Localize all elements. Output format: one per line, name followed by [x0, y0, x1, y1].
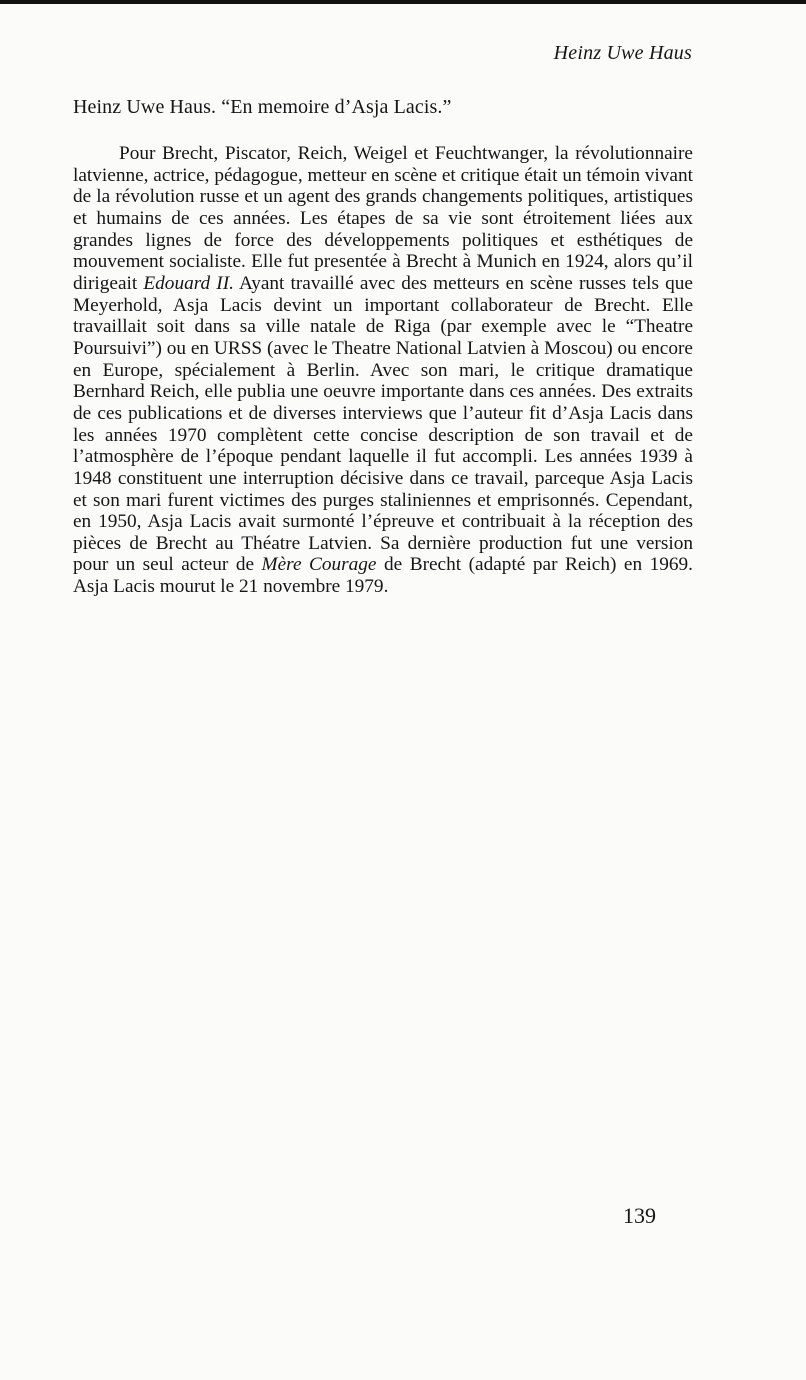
top-rule [0, 0, 806, 4]
running-head: Heinz Uwe Haus [553, 42, 692, 64]
body-paragraph [73, 143, 693, 598]
body-text-part-2: Ayant travaillé avec des metteurs en scène russes tels que Meyerhold, Asja Lacis devint un important collaborateur de Brecht. Elle travaillait soit dans sa ville natale de Riga (par exemple avec le “Theatre Poursuivi”) ou en URSS (avec le Theatre National Latvien à Moscou) ou encore en Europe, spécialement à Berlin. Avec son mari, le critique dramatique Bernhard Reich, elle publia une oeuvre importante dans ces années. Des extraits de ces publications et de diverses interviews que l’auteur fit d’Asja Lacis dans les années 1970 complètent cette concise description de son travail et de l’atmosphère de l’époque pendant laquelle il fut accompli. Les années 1939 à 1948 constituent une interruption décisive dans ce travail, parceque Asja Lacis et son mari furent victimes des purges staliniennes et emprisonnés. Cependant, en 1950, Asja Lacis avait surmonté l’épreuve et contribuait à la réception des pièces de Brecht au Théatre Latvien. Sa dernière production fut une version pour un seul acteur de [73, 272, 693, 576]
italic-title-edouard: Edouard II. [143, 272, 234, 294]
body-text-part-1: Pour Brecht, Piscator, Reich, Weigel et Feuchtwanger, la révolutionnaire latvienne, actrice, pédagogue, metteur en scène et critique était un témoin vivant de la révolution russe et un agent des grands changements politiques, artistiques et humains de ces années. Les étapes de sa vie sont étroitement liées aux grandes lignes de force des développements politiques et esthétiques de mouvement socialiste. Elle fut presentée à Brecht à Munich en 1924, alors qu’il dirigeait [73, 143, 693, 294]
italic-title-mere-courage: Mère Courage [261, 554, 377, 576]
article-title: Heinz Uwe Haus. “En memoire d’Asja Lacis.” [73, 96, 452, 118]
page-number: 139 [623, 1203, 656, 1228]
body-text-part-3: de Brecht (adapté par Reich) en 1969. Asja Lacis mourut le 21 novembre 1979. [73, 554, 693, 598]
